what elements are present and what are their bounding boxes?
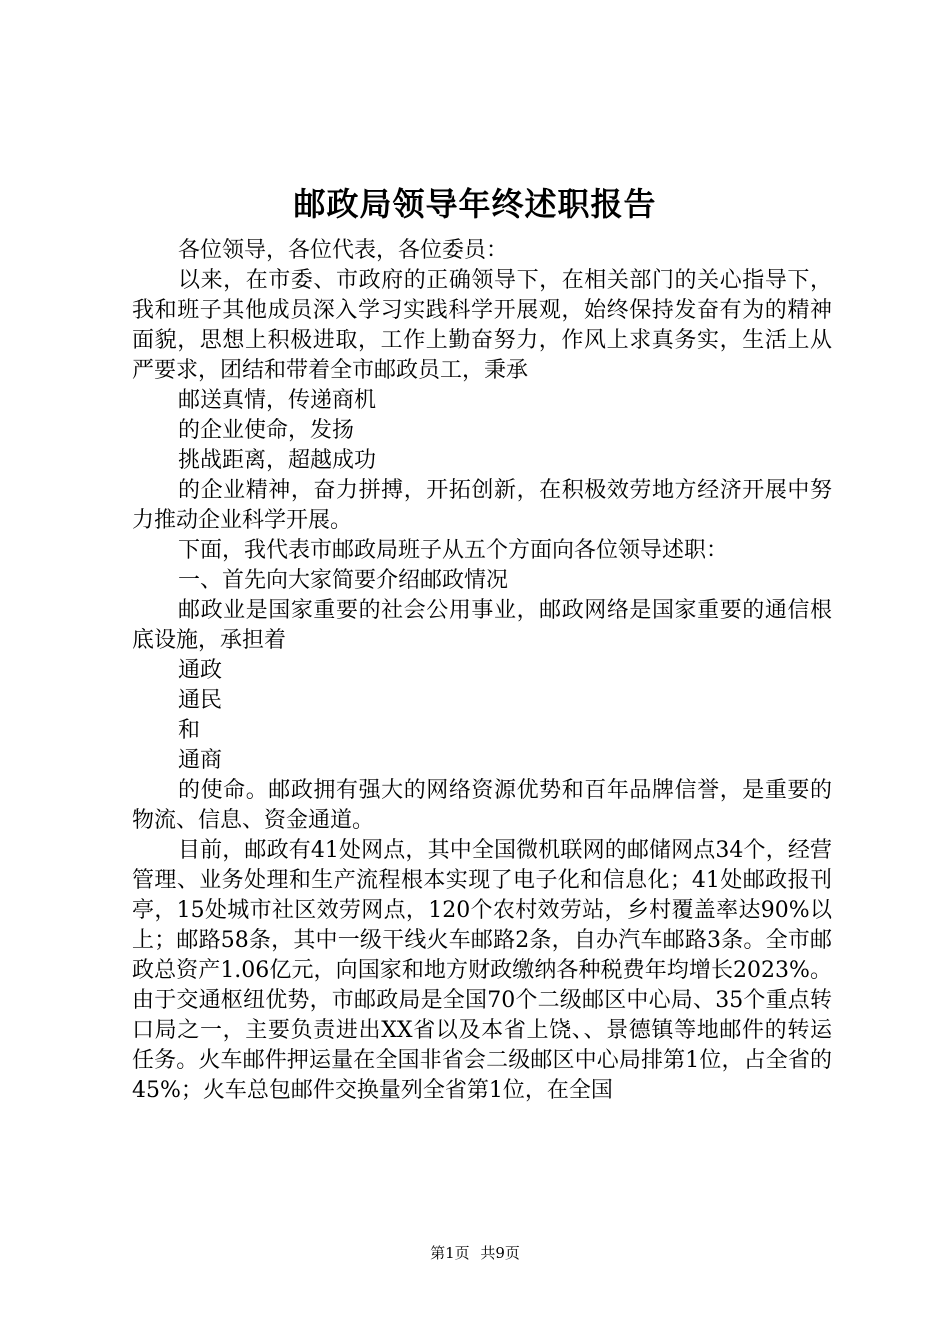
paragraph: 目前，邮政有41处网点，其中全国微机联网的邮储网点34个，经营管理、业务处理和生产流程根本实现了电子化和信息化；41处邮政报刊亭，15处城市社区效劳网点，120个农村效劳站，乡村覆盖率达90%以上；邮路58条，其中一级干线火车邮路2条，自办汽车邮路3条。全市邮政总资产1.06亿元，向国家和地方财政缴纳各种税费年均增长2023%。由于交通枢纽优势，市邮政局是全国70个二级邮区中心局、35个重点转口局之一，主要负责进出XX省以及本省上饶、、景德镇等地邮件的转运任务。火车邮件押运量在全国非省会二级邮区中心局排第1位，占全省的45%；火车总包邮件交换量列全省第1位，在全国 <box>132 838 832 1103</box>
paragraph: 通商 <box>178 748 223 773</box>
paragraph: 下面，我代表市邮政局班子从五个方面向各位领导述职： <box>178 538 729 563</box>
paragraph: 邮政业是国家重要的社会公用事业，邮政网络是国家重要的通信根底设施，承担着 <box>132 598 832 653</box>
document-title: 邮政局领导年终述职报告 <box>293 185 657 223</box>
paragraph: 通政 <box>178 658 223 683</box>
paragraph: 邮送真情，传递商机 <box>178 388 377 413</box>
paragraph: 的企业精神，奋力拼搏，开拓创新，在积极效劳地方经济开展中努力推动企业科学开展。 <box>132 478 832 533</box>
paragraph: 的企业使命，发扬 <box>178 418 355 443</box>
page-footer <box>0 1243 950 1263</box>
paragraph: 挑战距离，超越成功 <box>178 448 377 473</box>
page-total: 共9页 <box>480 1244 520 1262</box>
paragraph: 以来，在市委、市政府的正确领导下，在相关部门的关心指导下，我和班子其他成员深入学习实践科学开展观，始终保持发奋有为的精神面貌，思想上积极进取，工作上勤奋努力，作风上求真务实，生活上从严要求，团结和带着全市邮政员工，秉承 <box>132 268 832 383</box>
paragraph: 的使命。邮政拥有强大的网络资源优势和百年品牌信誉，是重要的物流、信息、资金通道。 <box>132 778 832 833</box>
paragraph-salutation: 各位领导，各位代表，各位委员： <box>178 238 509 263</box>
page-number: 第1页 <box>430 1244 470 1262</box>
paragraph: 和 <box>178 718 201 743</box>
paragraph: 通民 <box>178 688 223 713</box>
document-body <box>132 236 832 1106</box>
section-heading: 一、首先向大家简要介绍邮政情况 <box>178 568 509 593</box>
